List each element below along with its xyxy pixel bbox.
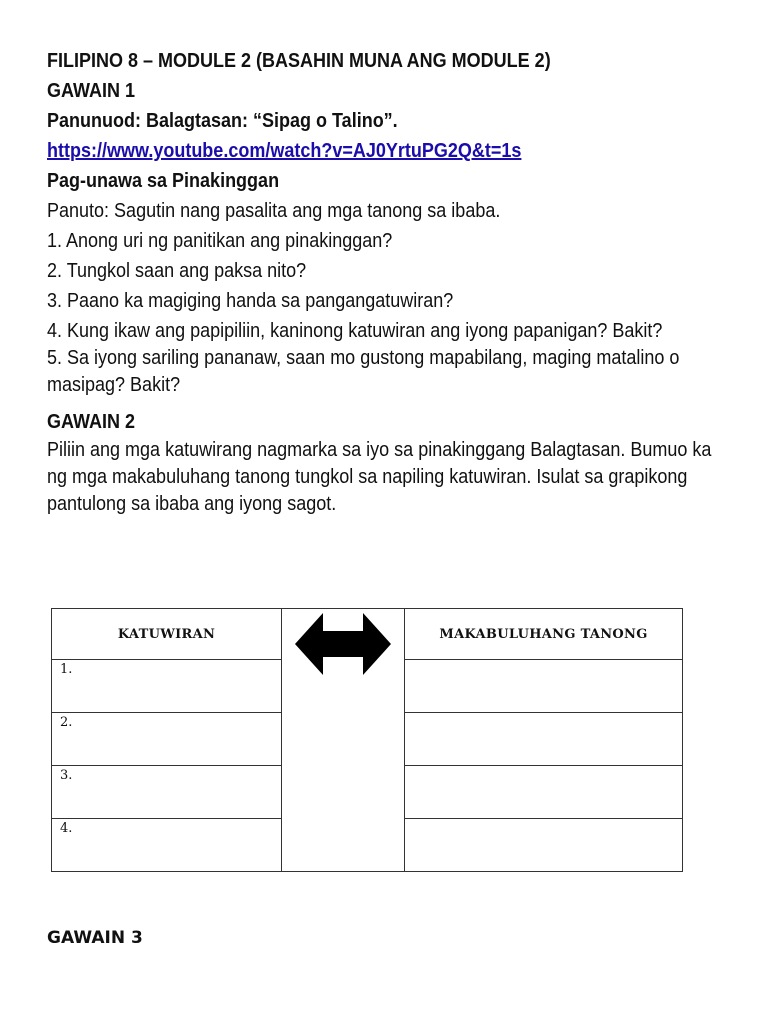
katuwiran-cell-2[interactable]: 2. [52, 713, 282, 766]
katuwiran-cell-3[interactable]: 3. [52, 766, 282, 819]
panuto-text: Panuto: Sagutin nang pasalita ang mga tanong sa ibaba. [47, 200, 501, 222]
graphic-organizer [51, 608, 683, 872]
tanong-cell-4[interactable] [405, 819, 683, 872]
makabuluhang-tanong-header: MAKABULUHANG TANONG [405, 609, 683, 660]
panunuod-line: Panunuod: Balagtasan: “Sipag o Talino”. [47, 110, 398, 132]
pag-unawa-heading: Pag-unawa sa Pinakinggan [47, 170, 280, 192]
question-5: 5. Sa iyong sariling pananaw, saan mo gustong mapabilang, maging matalino o masipag? Bakit? [47, 347, 680, 396]
question-2: 2. Tungkol saan ang paksa nito? [47, 260, 307, 282]
katuwiran-header: KATUWIRAN [52, 609, 282, 660]
worksheet [47, 46, 727, 518]
youtube-link[interactable]: https://www.youtube.com/watch?v=AJ0YrtuPG2Q&t=1s [47, 140, 522, 162]
double-arrow-icon [293, 611, 393, 677]
tanong-cell-2[interactable] [405, 713, 683, 766]
gawain1-heading: GAWAIN 1 [47, 80, 136, 102]
gawain2-heading: GAWAIN 2 [47, 411, 136, 433]
tanong-cell-1[interactable] [405, 660, 683, 713]
arrow-column [282, 609, 405, 872]
katuwiran-cell-1[interactable]: 1. [52, 660, 282, 713]
gawain2-instructions: Piliin ang mga katuwirang nagmarka sa iyo sa pinakinggang Balagtasan. Bumuo ka ng mga makabuluhang tanong tungkol sa napiling katuwiran. Isulat sa grapikong pantulong sa ibaba ang iyong sagot. [47, 439, 712, 515]
module-title: FILIPINO 8 – MODULE 2 (BASAHIN MUNA ANG MODULE 2) [47, 50, 551, 72]
question-1: 1. Anong uri ng panitikan ang pinakinggan? [47, 230, 393, 252]
gawain3-heading: GAWAIN 3 [47, 928, 143, 948]
question-4: 4. Kung ikaw ang papipiliin, kaninong katuwiran ang iyong papanigan? Bakit? [47, 320, 663, 342]
tanong-cell-3[interactable] [405, 766, 683, 819]
question-3: 3. Paano ka magiging handa sa pangangatuwiran? [47, 290, 454, 312]
katuwiran-cell-4[interactable]: 4. [52, 819, 282, 872]
